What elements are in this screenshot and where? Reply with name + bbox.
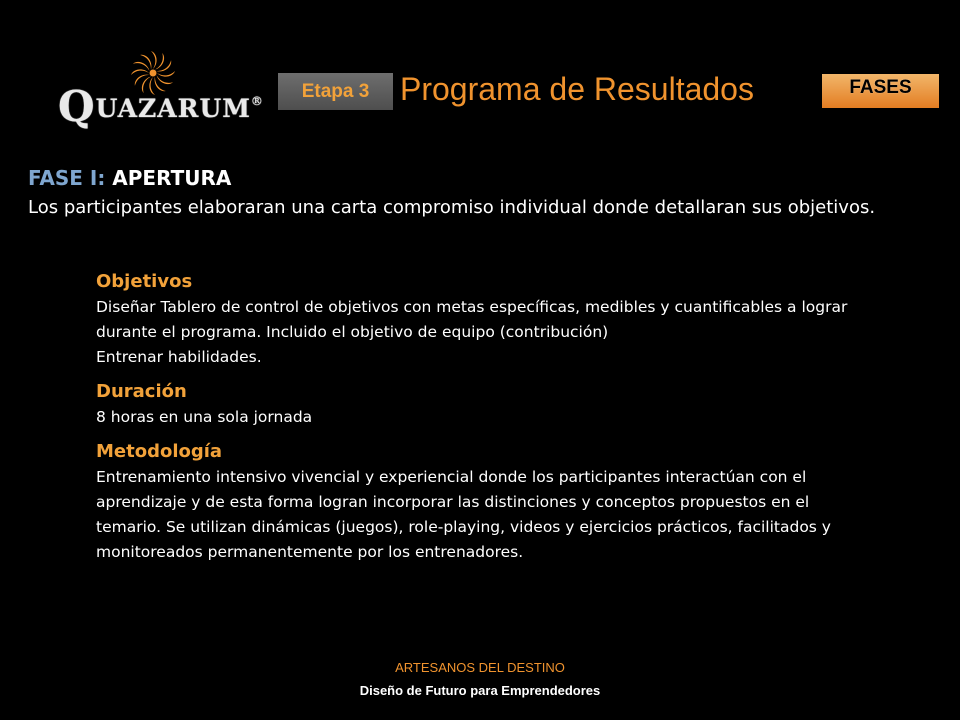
phase-label: FASE I: xyxy=(28,166,106,190)
footer-tagline: Diseño de Futuro para Emprendedores xyxy=(359,683,601,698)
section-duracion xyxy=(96,379,856,430)
stage-badge: Etapa 3 xyxy=(278,73,393,110)
phase-block xyxy=(28,163,928,221)
section-text: Entrenamiento intensivo vivencial y experiencial donde los participantes interactúan con el aprendizaje y de esta forma logran incorporar las distinciones y conceptos propuestos en el temario. Se utilizan dinámicas (juegos), role-playing, videos y ejercicios prácticos, facilitados y monitoreados permanentemente por los entrenadores. xyxy=(96,468,831,561)
brand-wordmark: QUAZARUM® xyxy=(58,82,264,131)
footer-brand-line: ARTESANOS DEL DESTINO xyxy=(395,660,565,675)
section-title: Duración xyxy=(96,381,187,402)
section-title: Metodología xyxy=(96,441,223,462)
section-title: Objetivos xyxy=(96,271,193,292)
section-objetivos xyxy=(96,269,856,370)
phase-heading xyxy=(28,163,928,193)
phases-button[interactable]: FASES xyxy=(822,74,939,108)
quazarum-logo xyxy=(58,50,264,131)
page-title: Programa de Resultados xyxy=(400,71,754,107)
phase-details xyxy=(96,269,856,574)
section-text: 8 horas en una sola jornada xyxy=(96,408,313,426)
section-text: Diseñar Tablero de control de objetivos con metas específicas, medibles y cuantificables a lograr durante el programa. Incluido el objetivo de equipo (contribución) xyxy=(96,298,848,341)
section-text: Entrenar habilidades. xyxy=(96,348,262,366)
section-metodologia xyxy=(96,439,856,565)
footer xyxy=(0,658,960,701)
phase-title: APERTURA xyxy=(112,166,232,190)
phase-description: Los participantes elaboraran una carta compromiso individual donde detallaran sus objetivos. xyxy=(28,197,876,218)
